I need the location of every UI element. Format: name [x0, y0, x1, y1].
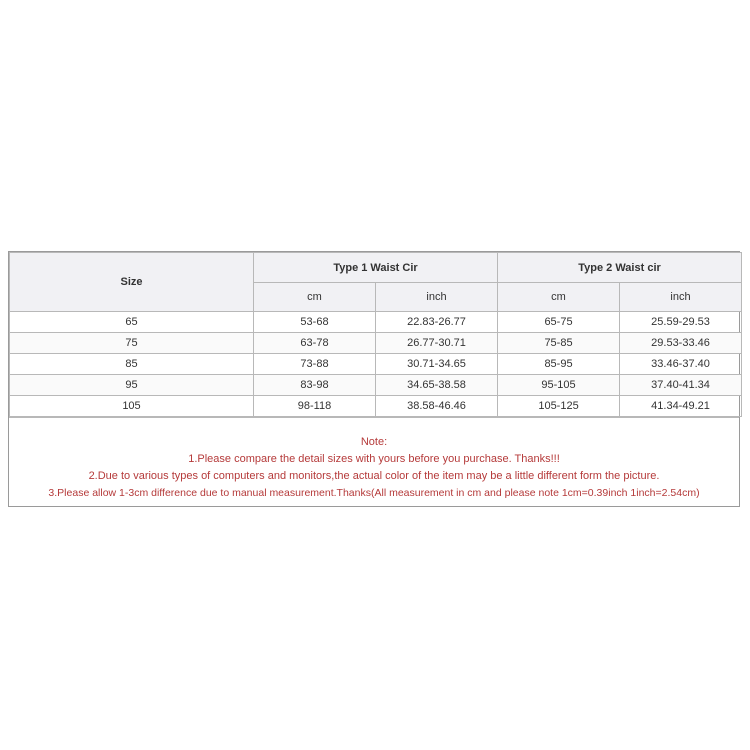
- type2-inch-header: inch: [620, 283, 742, 312]
- type1-cm-cell: 63-78: [254, 333, 376, 354]
- type2-inch-cell: 37.40-41.34: [620, 375, 742, 396]
- size-chart: [8, 251, 740, 507]
- type1-cm-cell: 83-98: [254, 375, 376, 396]
- note-line-3: 3.Please allow 1-3cm difference due to manual measurement.Thanks(All measurement in cm and please note 1cm=0.39inch 1inch=2.54cm): [48, 487, 700, 499]
- size-cell: 105: [10, 396, 254, 417]
- table-row: [10, 375, 742, 396]
- size-cell: 75: [10, 333, 254, 354]
- type2-cm-cell: 105-125: [498, 396, 620, 417]
- note-line-2: 2.Due to various types of computers and monitors,the actual color of the item may be a little different form the picture.: [88, 470, 660, 482]
- type2-cm-cell: 65-75: [498, 312, 620, 333]
- type1-inch-header: inch: [376, 283, 498, 312]
- size-cell: 85: [10, 354, 254, 375]
- type1-cm-header: cm: [254, 283, 376, 312]
- notes-section: [9, 417, 739, 506]
- type1-inch-cell: 34.65-38.58: [376, 375, 498, 396]
- type2-inch-cell: 33.46-37.40: [620, 354, 742, 375]
- type2-inch-cell: 29.53-33.46: [620, 333, 742, 354]
- size-cell: 65: [10, 312, 254, 333]
- table-row: [10, 333, 742, 354]
- notes-title: Note:: [360, 436, 388, 448]
- type2-inch-cell: 25.59-29.53: [620, 312, 742, 333]
- table-row: [10, 312, 742, 333]
- type2-waist-header: Type 2 Waist cir: [498, 253, 742, 283]
- type1-cm-cell: 53-68: [254, 312, 376, 333]
- type1-cm-cell: 98-118: [254, 396, 376, 417]
- table-row: [10, 354, 742, 375]
- type1-cm-cell: 73-88: [254, 354, 376, 375]
- size-table: [9, 252, 742, 417]
- size-header: Size: [10, 253, 254, 312]
- type1-inch-cell: 30.71-34.65: [376, 354, 498, 375]
- type1-inch-cell: 22.83-26.77: [376, 312, 498, 333]
- note-line-1: 1.Please compare the detail sizes with yours before you purchase. Thanks!!!: [188, 453, 560, 465]
- type2-cm-cell: 75-85: [498, 333, 620, 354]
- table-row: [10, 396, 742, 417]
- type1-waist-header: Type 1 Waist Cir: [254, 253, 498, 283]
- type2-cm-header: cm: [498, 283, 620, 312]
- type1-inch-cell: 26.77-30.71: [376, 333, 498, 354]
- type2-cm-cell: 85-95: [498, 354, 620, 375]
- size-cell: 95: [10, 375, 254, 396]
- type2-inch-cell: 41.34-49.21: [620, 396, 742, 417]
- type1-inch-cell: 38.58-46.46: [376, 396, 498, 417]
- type2-cm-cell: 95-105: [498, 375, 620, 396]
